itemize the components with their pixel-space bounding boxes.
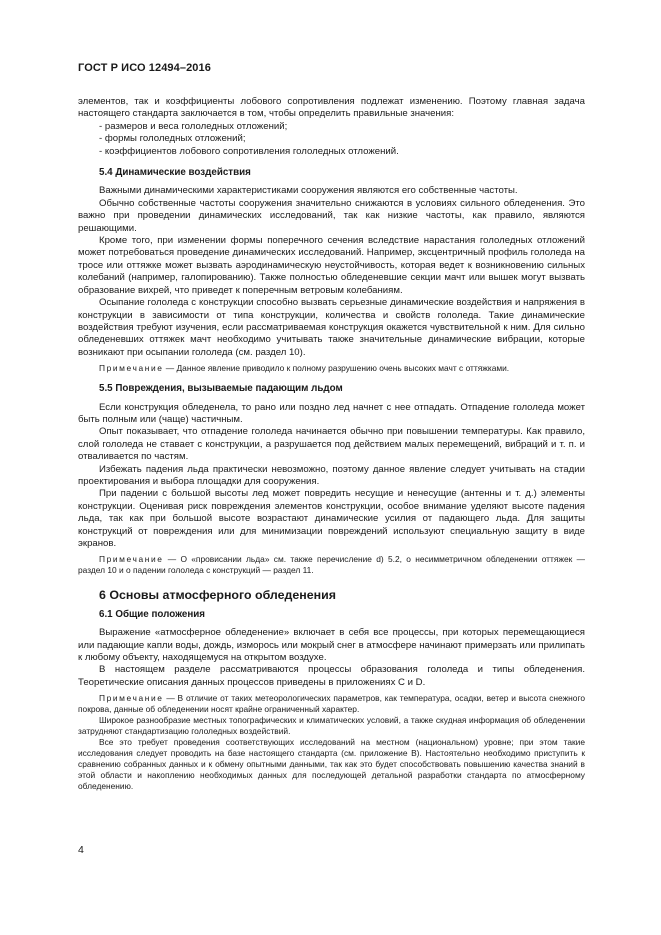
list-item: - размеров и веса гололедных отложений; (99, 121, 585, 133)
paragraph: Опыт показывает, что отпадение гололеда начинается обычно при повышении температуры. Как правило, слой гололеда не ставает с конструкции, а разрушается под действием малых перемещений, вибраций и т. п. и отваливается по частям. (78, 426, 585, 463)
note (78, 363, 585, 374)
list-item: - формы гололедных отложений; (99, 133, 585, 145)
page-number: 4 (78, 844, 84, 856)
paragraph: Выражение «атмосферное обледенение» включает в себя все процессы, при которых перемещающиеся или падающие капли воды, дождь, изморось или мокрый снег в атмосфере начинают примерзать или прилипать к любому объекту, находящемуся на открытом воздухе. (78, 627, 585, 664)
list-item: - коэффициентов лобового сопротивления гололедных отложений. (99, 146, 585, 158)
paragraph: Избежать падения льда практически невозможно, поэтому данное явление следует учитывать на стадии проектирования и выбора площадки для сооружения. (78, 463, 585, 487)
note-text: — Данное явление приводило к полному разрушению очень высоких мачт с оттяжками. (163, 363, 510, 374)
section-heading-5-5: 5.5 Повреждения, вызываемые падающим льдом (99, 383, 343, 395)
document-header: ГОСТ Р ИСО 12494–2016 (78, 62, 211, 74)
paragraph: В настоящем разделе рассматриваются процессы образования гололеда и типы обледенения. Теоретические описания данных процессов приведены в приложениях C и D. (78, 664, 585, 688)
note-text: — В отличие от таких метеорологических параметров, как температура, осадки, ветер и высота снежного покрова, данные об обледенении носят крайне ограниченный характер. (78, 693, 585, 715)
paragraph: Важными динамическими характеристиками сооружения являются его собственные частоты. (99, 185, 518, 197)
paragraph: Кроме того, при изменении формы поперечного сечения вследствие нарастания гололедных отложений может потребоваться проведение динамических исследований. Например, эксцентричный профиль гололеда на тросе или оттяжке может вызвать аэродинамическую неустойчивость, которая ведет к возникновению сильных колебаний (например, галопированию). Также полностью обледеневшие секции мачт или вышек могут вызвать образование вихрей, что приведет к поперечным ветровым колебаниям. (78, 235, 585, 296)
note-paragraph: Все это требует проведения соответствующих исследований на местном (национальном) уровне; при этом такие исследования следует проводить на базе настоящего стандарта (см. приложение B). Настоятельно необходимо приступить к сравнению собранных данных и к обмену опытными данными, так как это будет способствовать повышению качества знаний в этой области и накоплению необходимых данных для последующей детальной разработки стандарта по атмосферному обледенению. (78, 737, 585, 792)
section-heading-6-1: 6.1 Общие положения (99, 608, 206, 620)
section-heading-5-4: 5.4 Динамические воздействия (99, 167, 251, 179)
note-text: — О «провисании льда» см. также перечисление d) 5.2, о несимметричном обледенении оттяжек — раздел 10 и о падении гололеда с конструкций — раздел 11. (78, 554, 585, 576)
note-label: Примечание (99, 363, 164, 374)
note (78, 693, 585, 715)
section-heading-6: 6 Основы атмосферного обледенения (99, 588, 336, 603)
paragraph: элементов, так и коэффициенты лобового сопротивления подлежат изменению. Поэтому главная задача настоящего стандарта заключается в том, чтобы определить правильные значения: (78, 96, 585, 120)
requirements-list (78, 121, 585, 158)
paragraph: Если конструкция обледенела, то рано или поздно лед начнет с нее отпадать. Отпадение гололеда может быть полным или (чаще) частичным. (78, 401, 585, 425)
paragraph: Осыпание гололеда с конструкции способно вызвать серьезные динамические воздействия и напряжения в конструкции в зависимости от типа конструкции, количества и свойств гололеда. Такие динамические воздействия требуют изучения, если рассматриваемая конструкция окажется чувствительной к ним. Для сильно обледеневших оттяжек мачт необходимо учитывать также значительные динамические вибрации, которые возникают при осыпании гололеда (см. раздел 10). (78, 297, 585, 358)
paragraph: При падении с большой высоты лед может повредить несущие и ненесущие (антенны и т. д.) элементы конструкции. Оценивая риск повреждения элементов конструкции, особое внимание уделяют высоте падения льда, так как при большой высоте возрастают динамические усилия от падающего льда. Для защиты конструкций от повреждения или для минимизации повреждений используют специальную защиту в виде экранов. (78, 488, 585, 549)
note-label: Примечание (99, 554, 164, 565)
paragraph: Обычно собственные частоты сооружения значительно снижаются в условиях сильного обледенения. Это важно при проведении динамических исследований, так как низкие частоты, как правило, являются решающими. (78, 197, 585, 234)
document-body (78, 96, 585, 792)
note-label: Примечание (99, 693, 164, 704)
note (78, 554, 585, 576)
note-paragraph: Широкое разнообразие местных топографических и климатических условий, а также скудная информация об обледенении затрудняют стандартизацию гололедных воздействий. (78, 715, 585, 737)
